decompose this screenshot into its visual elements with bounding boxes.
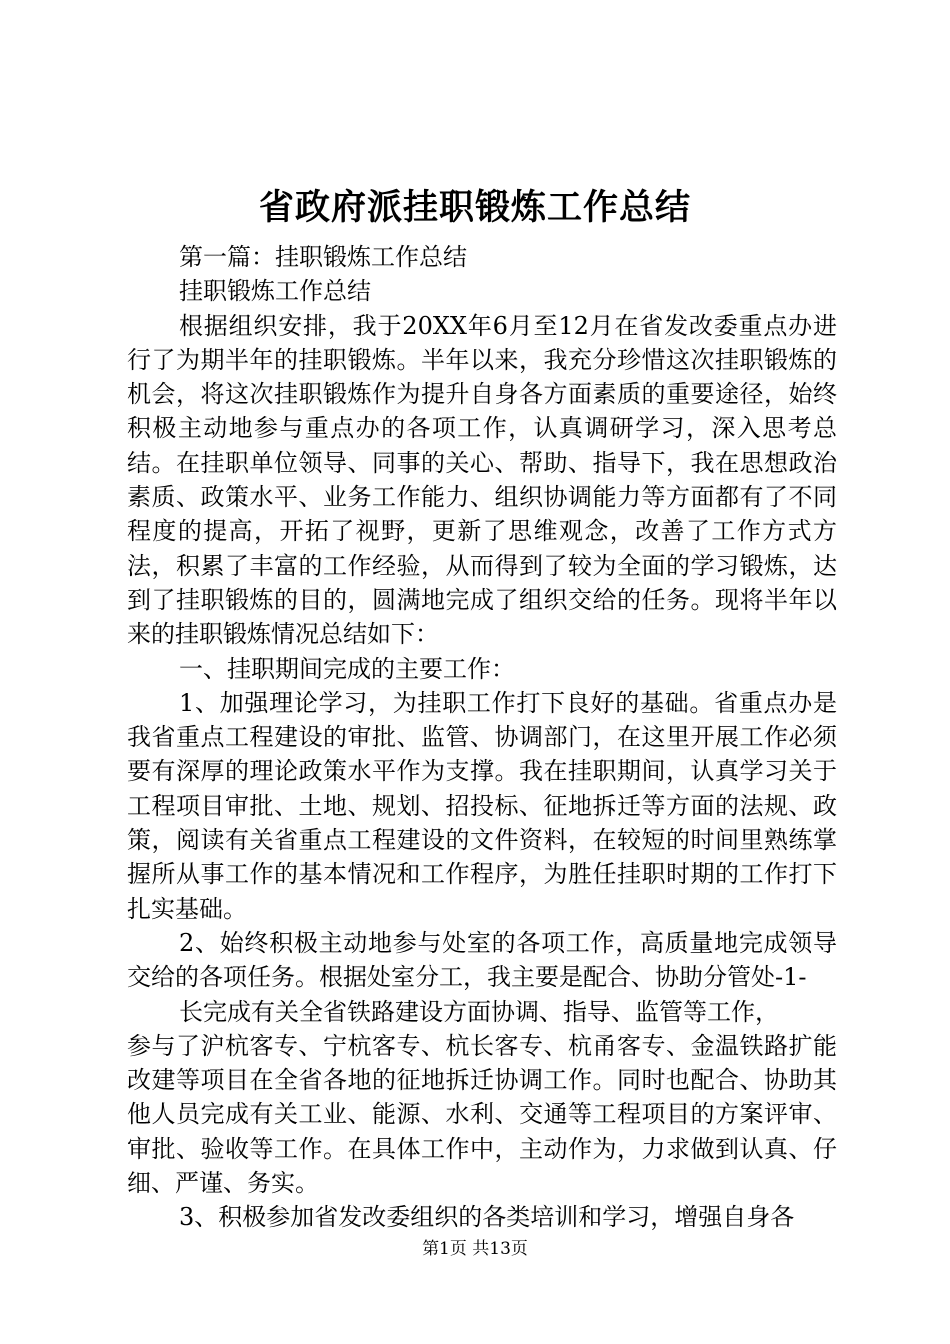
paragraph-section-one: 一、挂职期间完成的主要工作： — [179, 654, 515, 683]
paragraph-item-2: 2、始终积极主动地参与处室的各项工作，高质量地完成领导交给的各项任务。根据处室分工，我主要是配合、协助分管处-1- — [127, 928, 837, 992]
paragraph-item-3: 3、积极参加省发改委组织的各类培训和学习，增强自身各 — [179, 1203, 795, 1232]
document-body — [127, 240, 837, 1235]
paragraph-item-1: 1、加强理论学习，为挂职工作打下良好的基础。省重点办是我省重点工程建设的审批、监管、协调部门，在这里开展工作必须要有深厚的理论政策水平作为支撑。我在挂职期间，认真学习关于工程项目审批、土地、规划、招投标、征地拆迁等方面的法规、政策，阅读有关省重点工程建设的文件资料，在较短的时间里熟练掌握所从事工作的基本情况和工作程序，为胜任挂职时期的工作打下扎实基础。 — [127, 688, 837, 923]
document-subtitle: 挂职锻炼工作总结 — [179, 277, 371, 306]
paragraph-continuation-first-line: 长完成有关全省铁路建设方面协调、指导、监管等工作， — [179, 997, 779, 1026]
paragraph-intro: 根据组织安排，我于20XX年6月至12月在省发改委重点办进行了为期半年的挂职锻炼。半年以来，我充分珍惜这次挂职锻炼的机会，将这次挂职锻炼作为提升自身各方面素质的重要途径，始终积极主动地参与重点办的各项工作，认真调研学习，深入思考总结。在挂职单位领导、同事的关心、帮助、指导下，我在思想政治素质、政策水平、业务工作能力、组织协调能力等方面都有了不同程度的提高，开拓了视野，更新了思维观念，改善了工作方式方法，积累了丰富的工作经验，从而得到了较为全面的学习锻炼，达到了挂职锻炼的目的，圆满地完成了组织交给的任务。现将半年以来的挂职锻炼情况总结如下： — [127, 311, 837, 649]
page-number-footer: 第1页 共13页 — [422, 1239, 528, 1259]
paragraph-continuation: 参与了沪杭客专、宁杭客专、杭长客专、杭甬客专、金温铁路扩能改建等项目在全省各地的征地拆迁协调工作。同时也配合、协助其他人员完成有关工业、能源、水利、交通等工程项目的方案评审、审批、验收等工作。在具体工作中，主动作为，力求做到认真、仔细、严谨、务实。 — [127, 1031, 837, 1198]
document-title: 省政府派挂职锻炼工作总结 — [258, 187, 691, 228]
section-heading: 第一篇：挂职锻炼工作总结 — [179, 243, 467, 271]
